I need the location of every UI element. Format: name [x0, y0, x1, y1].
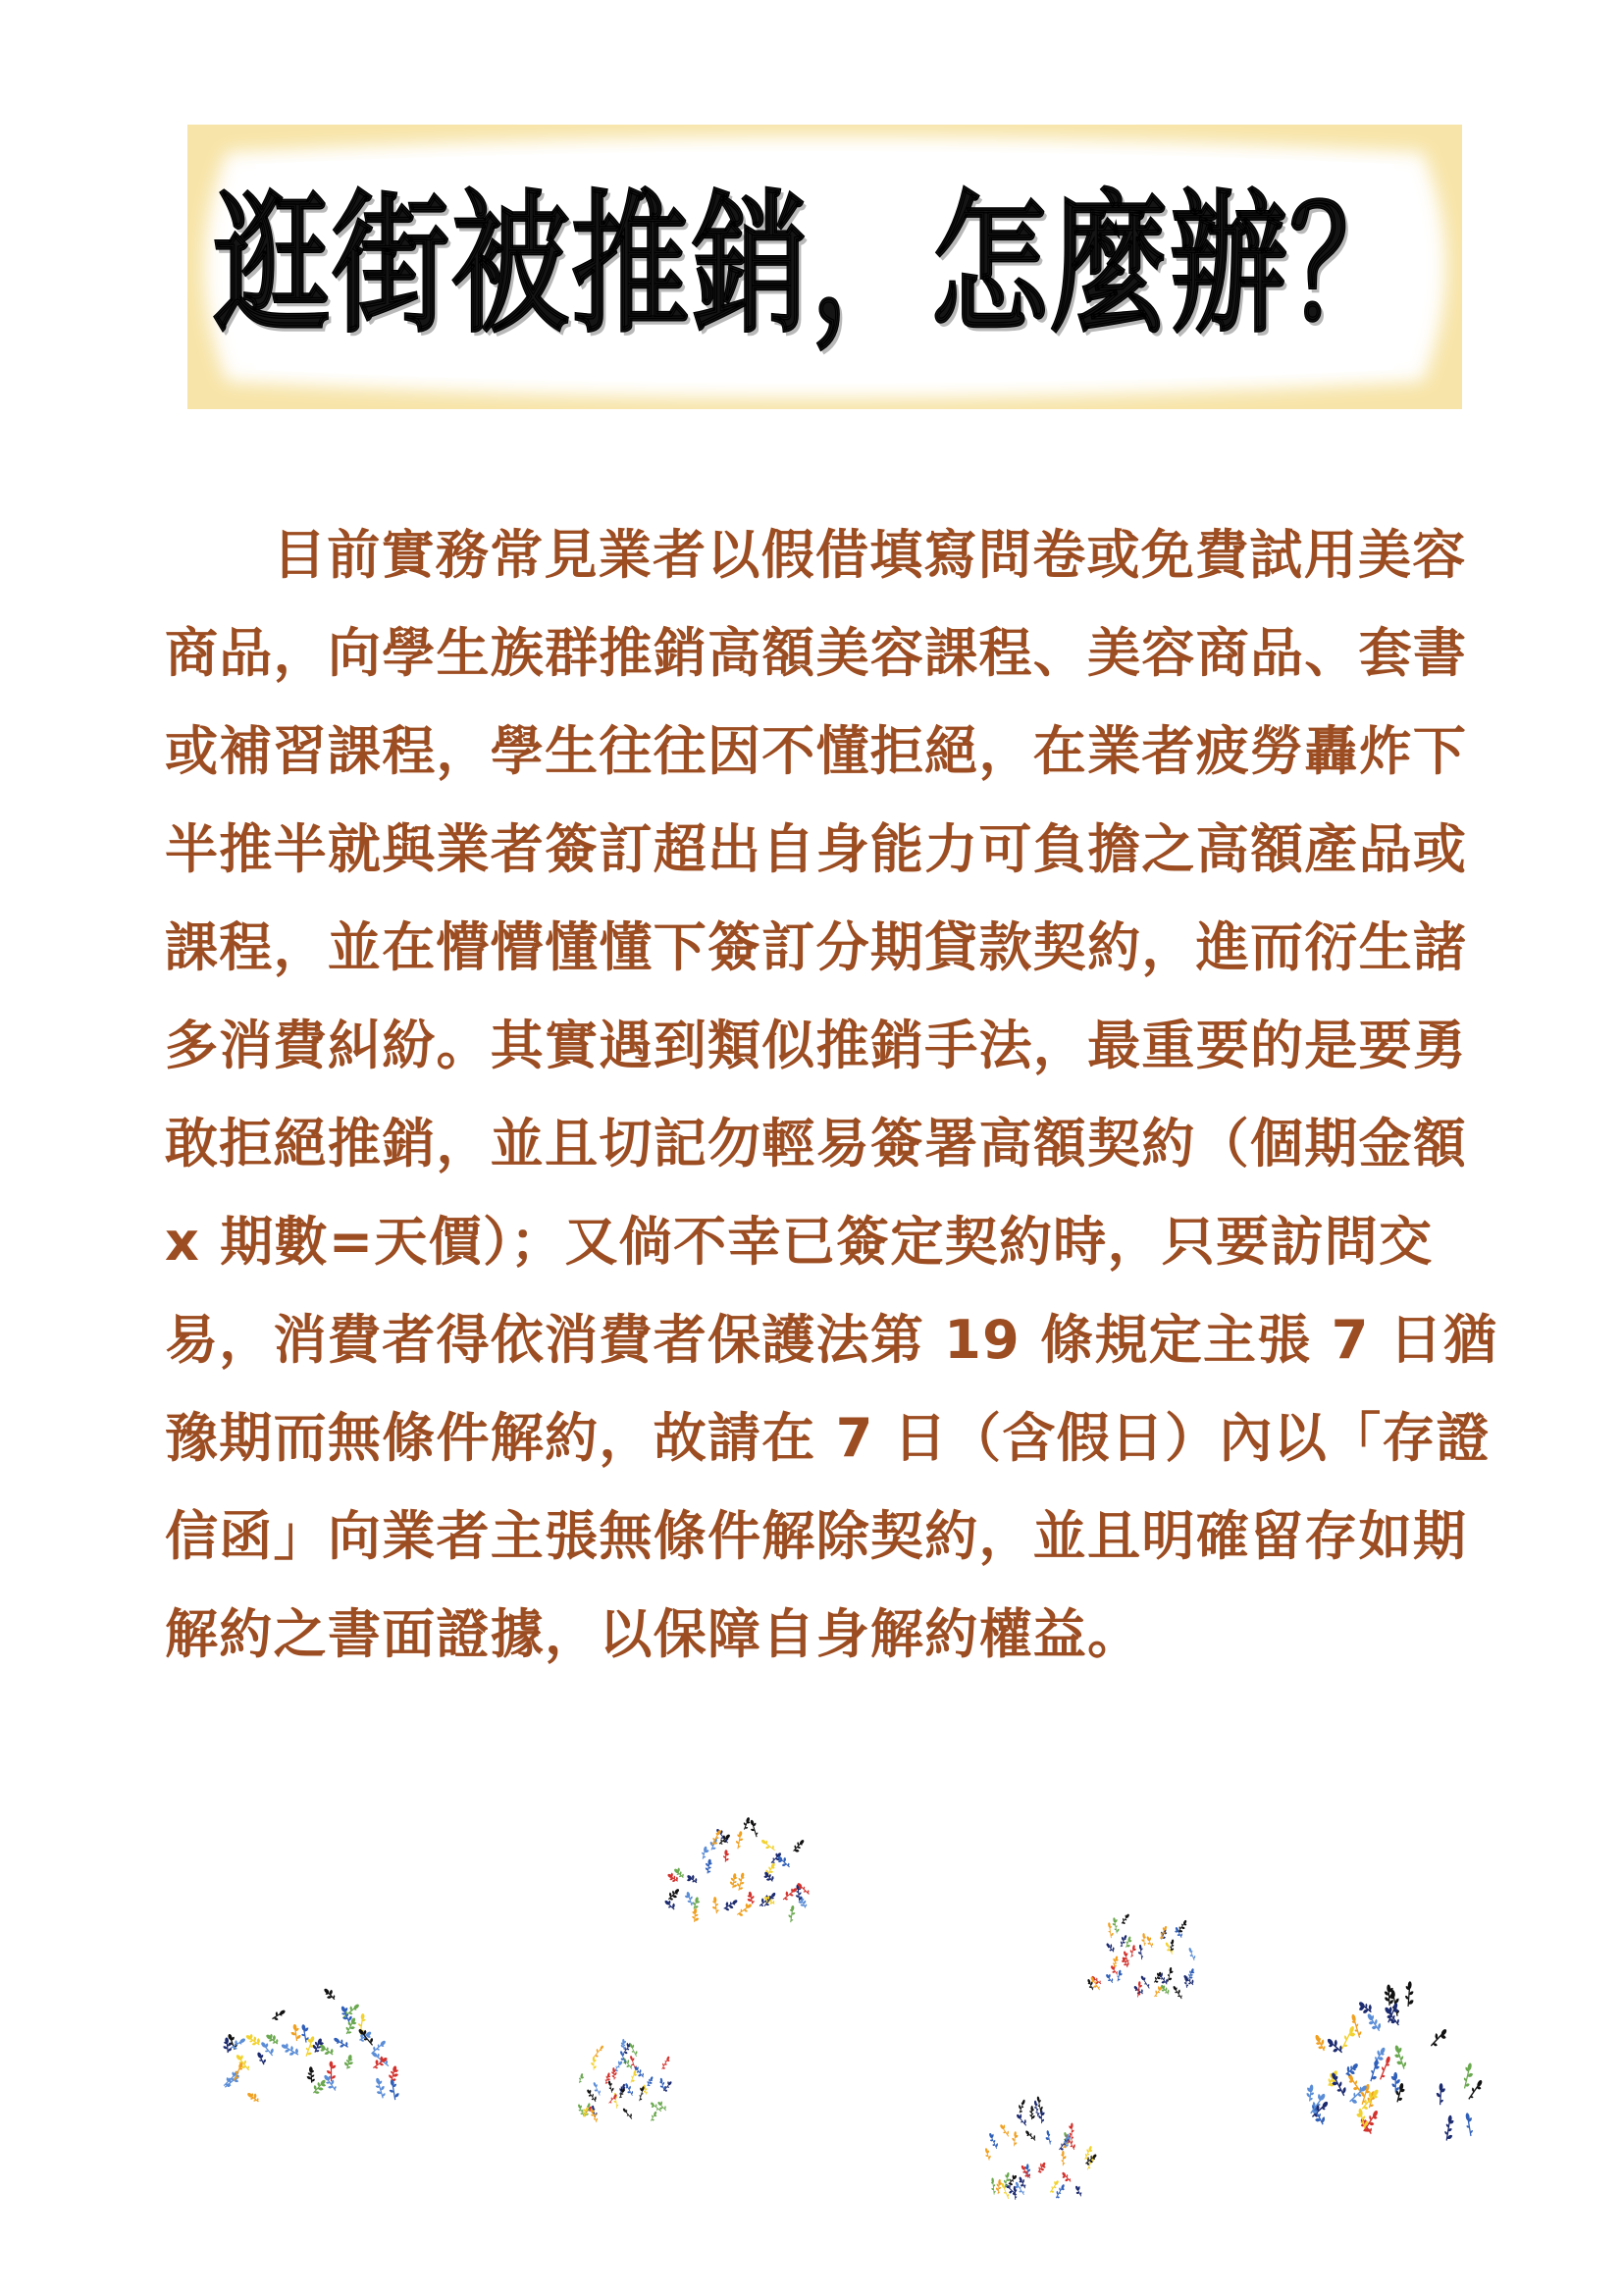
leaf-sprig	[1120, 1912, 1131, 1927]
leaf-sprig	[279, 2040, 301, 2060]
leaf-sprig	[1120, 1955, 1130, 1969]
leaf-sprig	[585, 2087, 598, 2105]
leaf-sprig	[1392, 2081, 1407, 2104]
leaf-shape	[1087, 1978, 1091, 1984]
leaf-sprig	[591, 2057, 598, 2070]
body-line: 易，消費者得依消費者保護法第 19 條規定主張 7 日猶	[165, 1309, 1498, 1371]
leaf-sprig	[704, 1858, 713, 1874]
leaf-shape	[1062, 2151, 1064, 2157]
leaf-sprig	[661, 2079, 673, 2094]
leaf-sprig	[1073, 2183, 1084, 2199]
leaf-sprig	[649, 2110, 658, 2123]
leaf-cluster-decoration	[205, 1974, 406, 2106]
leaf-sprig	[1187, 1946, 1197, 1961]
leaf-sprig	[387, 2064, 401, 2083]
body-line: x 期數=天價）；又倘不幸已簽定契約時，只要訪問交	[165, 1211, 1434, 1273]
leaf-sprig	[761, 1869, 776, 1885]
leaf-sprig	[233, 2052, 252, 2073]
body-line: 敢拒絕推銷，並且切記勿輕易簽署高額契約（個期金額	[165, 1113, 1468, 1174]
leaf-sprig	[623, 2081, 635, 2098]
leaf-shape	[1351, 2013, 1357, 2022]
leaf-cluster-decoration	[1082, 1901, 1211, 2006]
leaf-shape	[330, 2061, 334, 2067]
leaf-cluster-icon	[1286, 1981, 1492, 2149]
leaf-shape	[593, 2057, 595, 2061]
leaf-sprig	[1390, 2043, 1408, 2071]
leaf-cluster-icon	[972, 2091, 1104, 2208]
leaf-sprig	[577, 2072, 585, 2084]
leaf-sprig	[1435, 2083, 1446, 2106]
leaf-sprig	[1140, 1974, 1152, 1990]
leaf-sprig	[1060, 2170, 1072, 2186]
leaf-cluster-decoration	[1286, 1981, 1492, 2149]
leaf-sprig	[1017, 2097, 1027, 2113]
leaf-sprig	[1442, 2114, 1456, 2142]
leaf-sprig	[734, 1830, 745, 1850]
leaf-sprig	[387, 2079, 400, 2101]
leaf-sprig	[665, 1886, 682, 1904]
leaf-sprig	[722, 1850, 730, 1862]
leaf-sprig	[270, 2007, 288, 2022]
leaf-sprig	[1464, 2112, 1476, 2137]
leaf-sprig	[1356, 1997, 1374, 2018]
leaf-sprig	[1312, 2031, 1328, 2054]
leaf-sprig	[1145, 1934, 1156, 1949]
leaf-sprig	[987, 2131, 999, 2151]
leaf-sprig	[1466, 2077, 1485, 2103]
leaf-sprig	[1038, 2110, 1046, 2123]
leaf-sprig	[1384, 1984, 1395, 2006]
leaf-sprig	[622, 2106, 634, 2120]
leaf-sprig	[995, 2178, 1003, 2194]
leaf-cluster-decoration	[654, 1808, 826, 1927]
leaf-sprig	[759, 1837, 777, 1853]
leaf-sprig	[735, 1872, 747, 1892]
leaf-sprig	[646, 2075, 655, 2089]
leaf-sprig	[1105, 1971, 1116, 1985]
leaf-sprig	[1354, 2107, 1370, 2131]
leaf-sprig	[245, 2089, 262, 2105]
leaf-cluster-icon	[654, 1808, 826, 1927]
leaf-sprig	[1048, 2178, 1061, 2196]
leaf-sprig	[691, 1908, 701, 1923]
body-line: 目前實務常見業者以假借填寫問卷或免費試用美容	[273, 524, 1467, 586]
leaf-cluster-decoration	[972, 2091, 1104, 2208]
leaf-sprig	[1172, 1983, 1184, 2001]
leaf-sprig	[791, 1838, 808, 1855]
body-line: 半推半就與業者簽訂超出自身能力可負擔之高額產品或	[165, 818, 1468, 880]
leaf-cluster-icon	[1082, 1901, 1211, 2006]
body-line: 或補習課程，學生往往因不懂拒絕，在業者疲勞轟炸下	[165, 720, 1468, 782]
leaf-sprig	[762, 1891, 777, 1908]
leaf-shape	[360, 2013, 364, 2020]
leaf-sprig	[999, 2121, 1012, 2139]
leaf-shape	[770, 1862, 775, 1869]
leaf-sprig	[1325, 2034, 1345, 2059]
leaf-sprig	[748, 1818, 760, 1838]
leaf-sprig	[1024, 2127, 1037, 2143]
body-line: 豫期而無條件解約，故請在 7 日（含假日）內以「存證	[165, 1407, 1491, 1469]
leaf-sprig	[221, 2068, 242, 2090]
leaf-sprig	[1140, 1933, 1146, 1947]
body-line: 課程，並在懵懵懂懂下簽訂分期貸款契約，進而衍生諸	[165, 916, 1468, 978]
leaf-cluster-decoration	[563, 2025, 684, 2127]
leaf-sprig	[1382, 2003, 1402, 2029]
leaf-sprig	[1364, 2009, 1384, 2035]
leaf-cluster-icon	[563, 2025, 684, 2127]
leaf-sprig	[700, 1846, 710, 1860]
leaf-sprig	[1061, 2151, 1067, 2166]
body-line: 信函」向業者主張無條件解除契約，並且明確留存如期	[165, 1505, 1468, 1567]
leaf-cluster-icon	[205, 1974, 406, 2106]
leaf-sprig	[685, 1872, 700, 1887]
leaf-sprig	[620, 2039, 627, 2050]
leaf-sprig	[342, 2054, 356, 2070]
leaf-sprig	[332, 2035, 350, 2052]
leaf-sprig	[780, 1885, 799, 1904]
leaf-sprig	[1305, 2083, 1316, 2102]
leaf-sprig	[787, 1905, 797, 1922]
leaf-sprig	[321, 1985, 339, 2003]
leaf-sprig	[305, 2066, 315, 2083]
leaf-sprig	[610, 2067, 617, 2080]
body-line: 商品，向學生族群推銷高額美容課程、美容商品、套書	[165, 622, 1468, 684]
leaf-sprig	[1460, 2061, 1476, 2091]
leaf-sprig	[1105, 1941, 1117, 1955]
leaf-sprig	[735, 1901, 755, 1918]
leaf-sprig	[721, 1896, 740, 1912]
page-title: 逛街被推銷，怎麼辦？	[212, 175, 1409, 355]
leaf-sprig	[660, 2055, 672, 2071]
leaf-sprig	[1136, 1944, 1144, 1959]
leaf-sprig	[1111, 1916, 1121, 1934]
leaf-sprig	[1084, 2151, 1099, 2167]
leaf-sprig	[1016, 2111, 1028, 2127]
leaf-sprig	[710, 1897, 719, 1914]
leaf-sprig	[607, 2079, 615, 2093]
leaf-sprig	[1011, 2131, 1019, 2147]
leaf-sprig	[1044, 2129, 1053, 2146]
leaf-sprig	[745, 1891, 757, 1905]
leaf-shape	[1385, 2056, 1390, 2064]
leaf-sprig	[1390, 2072, 1401, 2093]
leaf-sprig	[255, 2051, 268, 2066]
leaf-sprig	[356, 2026, 376, 2048]
leaf-sprig	[288, 2023, 302, 2042]
leaf-sprig	[1428, 2025, 1450, 2052]
leaf-sprig	[629, 2069, 639, 2085]
leaf-sprig	[243, 2031, 263, 2049]
leaf-sprig	[656, 2099, 668, 2113]
leaf-sprig	[728, 1873, 739, 1890]
body-paragraph	[165, 506, 1499, 1684]
leaf-sprig	[1036, 2160, 1048, 2175]
body-line: 多消費糾紛。其實遇到類似推銷手法，最重要的是要勇	[165, 1015, 1468, 1076]
leaf-sprig	[983, 2147, 992, 2162]
leaf-sprig	[1116, 1969, 1124, 1982]
body-line: 解約之書面證據，以保障自身解約權益。	[165, 1603, 1142, 1665]
leaf-sprig	[222, 2071, 242, 2091]
leaf-sprig	[372, 2076, 388, 2099]
leaf-sprig	[990, 2177, 997, 2195]
leaf-sprig	[741, 1816, 752, 1831]
leaf-sprig	[1368, 2059, 1383, 2084]
leaf-sprig	[1403, 1981, 1415, 2008]
